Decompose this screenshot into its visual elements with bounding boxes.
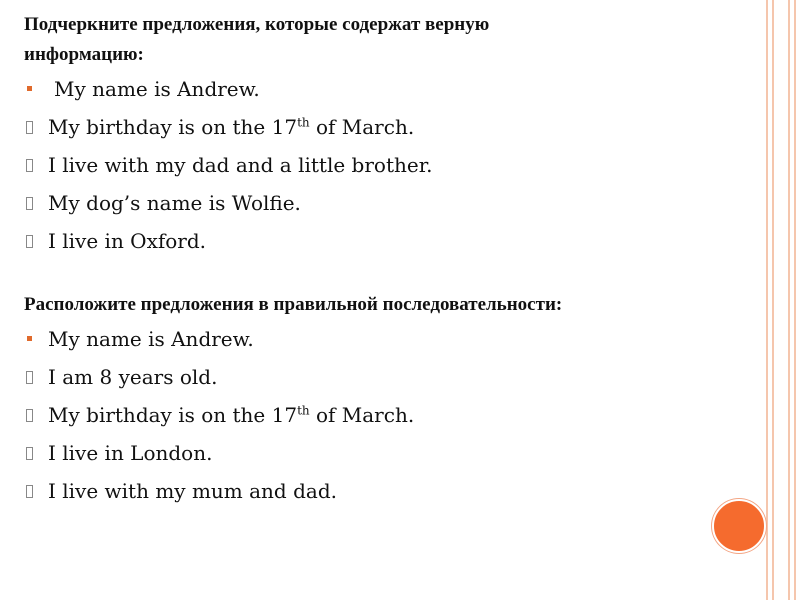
- list-item-text: My name is Andrew.: [54, 77, 260, 101]
- list-item-text: I live with my mum and dad.: [48, 479, 337, 503]
- hollow-bullet-icon: [24, 358, 36, 396]
- section1-list: [24, 70, 784, 260]
- list-item-text: I live with my dad and a little brother.: [48, 153, 433, 177]
- list-item-text: I live in Oxford.: [48, 229, 207, 253]
- list-item: [24, 396, 784, 434]
- hollow-bullet-icon: [24, 472, 36, 510]
- section2-list: [24, 320, 784, 510]
- square-bullet-icon: [24, 320, 36, 358]
- list-item: [24, 320, 784, 358]
- border-line: [788, 0, 790, 600]
- list-item-text: I live in London.: [48, 441, 213, 465]
- section1-heading-line2: информацию:: [24, 44, 144, 65]
- section2-heading: Расположите предложения в правильной последовательности:: [24, 294, 563, 315]
- section1-heading: [24, 10, 784, 70]
- slide-content: [24, 6, 784, 510]
- square-bullet-icon: [24, 70, 36, 108]
- hollow-bullet-icon: [24, 146, 36, 184]
- list-item: [24, 434, 784, 472]
- hollow-bullet-icon: [24, 184, 36, 222]
- list-item: [24, 358, 784, 396]
- list-item: [24, 222, 784, 260]
- section1-heading-line1: Подчеркните предложения, которые содержат верную: [24, 14, 490, 35]
- list-item-text: My birthday is on the 17th of March.: [48, 403, 415, 427]
- list-item: [24, 184, 784, 222]
- list-item: [24, 146, 784, 184]
- list-item: [24, 472, 784, 510]
- hollow-bullet-icon: [24, 396, 36, 434]
- hollow-bullet-icon: [24, 434, 36, 472]
- list-item-text: My name is Andrew.: [48, 327, 254, 351]
- list-item-text: My birthday is on the 17th of March.: [48, 115, 415, 139]
- list-item: [24, 70, 784, 108]
- hollow-bullet-icon: [24, 222, 36, 260]
- border-line: [794, 0, 796, 600]
- list-item-text: I am 8 years old.: [48, 365, 218, 389]
- list-item: [24, 108, 784, 146]
- hollow-bullet-icon: [24, 108, 36, 146]
- list-item-text: My dog’s name is Wolfie.: [48, 191, 301, 215]
